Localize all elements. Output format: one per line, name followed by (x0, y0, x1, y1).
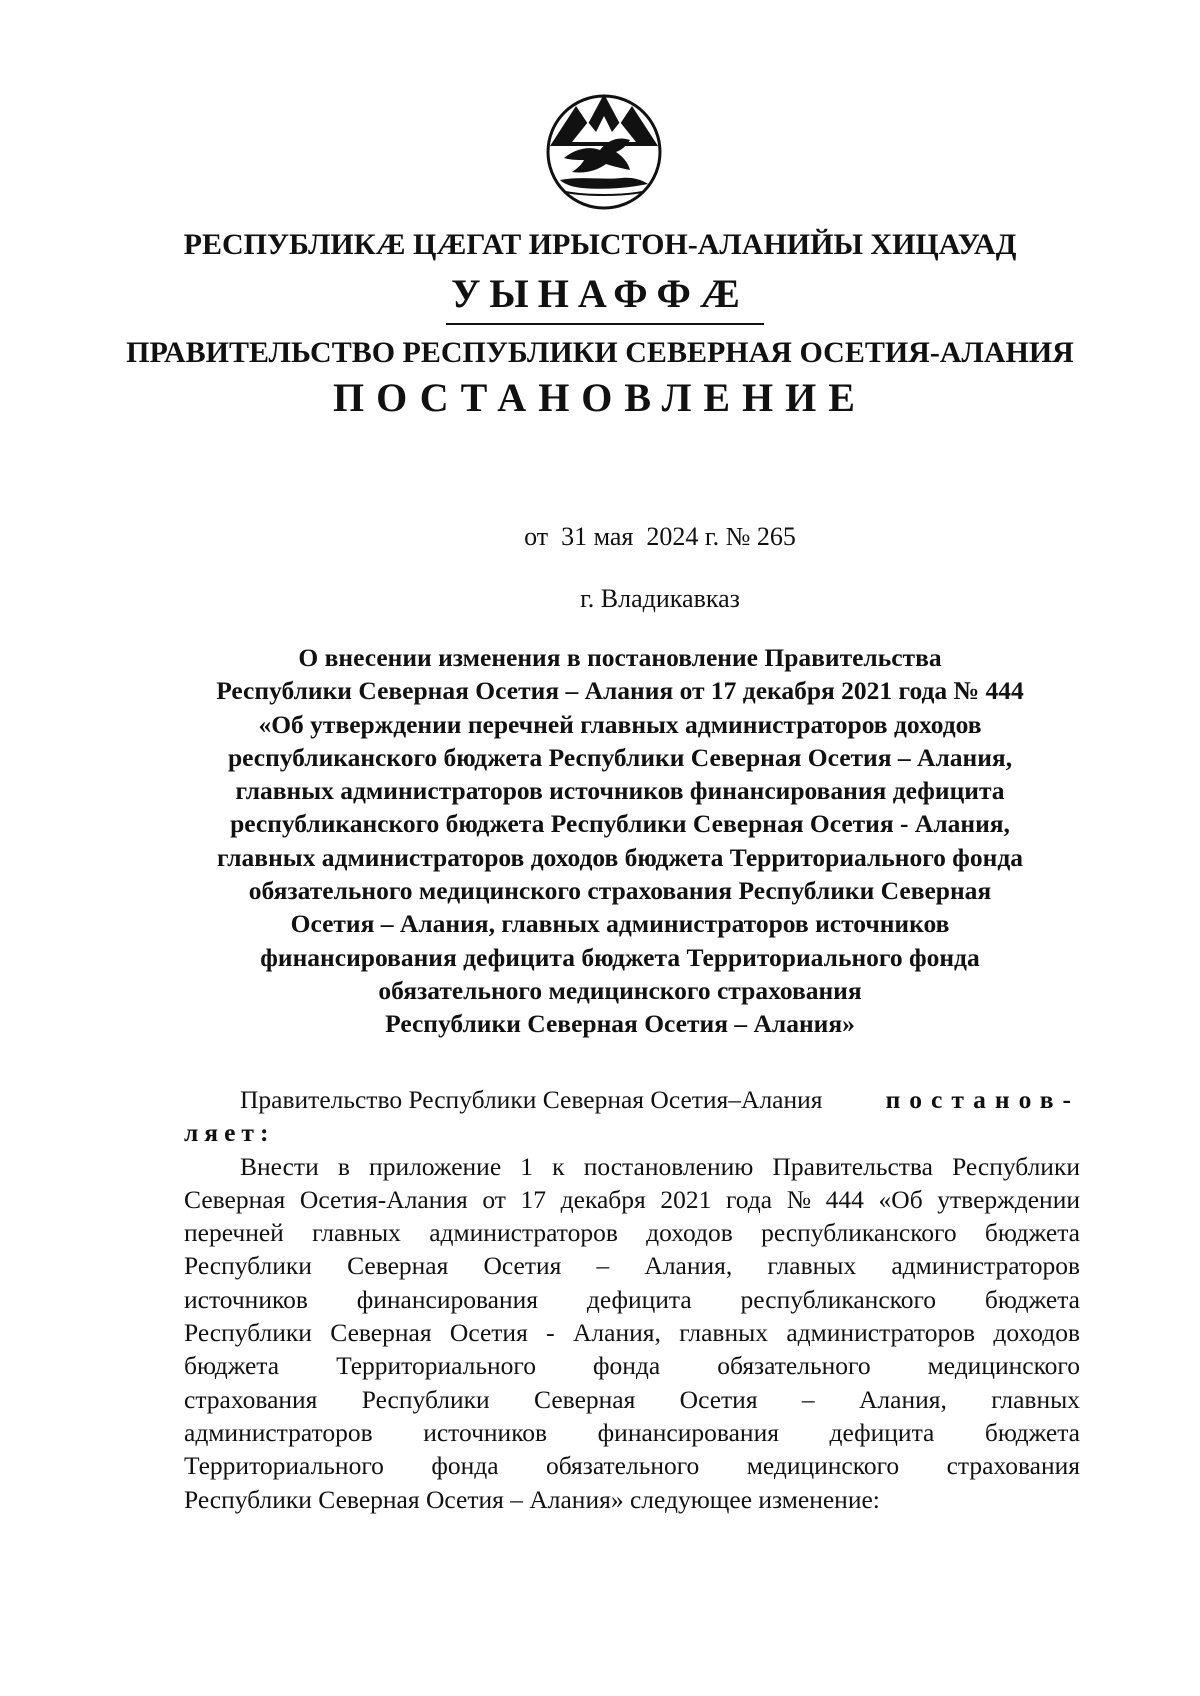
intro-paragraph (184, 1083, 1080, 1116)
decree-subject-title (150, 641, 1090, 1041)
body-line (184, 1449, 1080, 1482)
body-line-last (184, 1483, 1080, 1516)
intro-text: Правительство Республики Северная Осетия–Алания (240, 1085, 823, 1114)
title-line: Республики Северная Осетия – Алания от 17 декабря 2021 года № 444 (216, 676, 1024, 706)
title-line: «Об утверждении перечней главных администраторов доходов (258, 709, 982, 739)
body-line-text: страхования Республики Северная Осетия – Алания, главных (184, 1384, 1080, 1414)
body-line-text: администраторов источников финансирования дефицита бюджета (184, 1417, 1080, 1447)
body-line (184, 1283, 1080, 1316)
body-line-text: бюджета Территориального фонда обязательного медицинского (184, 1351, 1080, 1381)
body-line-text: Республики Северная Осетия – Алания, главных администраторов (184, 1251, 1080, 1281)
body-line (184, 1416, 1080, 1449)
body-line-text: Северная Осетия-Алания от 17 декабря 2021 года № 444 «Об утверждении (184, 1184, 1080, 1214)
title-line: обязательного медицинского страхования (378, 975, 862, 1005)
title-line: обязательного медицинского страхования Республики Северная (248, 876, 992, 906)
title-line: Осетия – Алания, главных администраторов источников (290, 909, 950, 939)
title-line: республиканского бюджета Республики Северная Осетия - Алания, (230, 809, 1010, 839)
body-line (184, 1249, 1080, 1282)
body-line (184, 1383, 1080, 1416)
body-line (184, 1216, 1080, 1249)
body-line-text: Республики Северная Осетия - Алания, главных администраторов доходов (184, 1318, 1080, 1348)
body-line-text: перечней главных администраторов доходов республиканского бюджета (184, 1218, 1080, 1248)
decree-body (184, 1083, 1080, 1516)
issue-city: г. Владикавказ (580, 584, 740, 613)
decree-keyword-part1: постанов- (885, 1085, 1080, 1114)
body-line-text: источников финансирования дефицита республиканского бюджета (184, 1284, 1080, 1314)
body-line (184, 1316, 1080, 1349)
government-name-russian: ПРАВИТЕЛЬСТВО РЕСПУБЛИКИ СЕВЕРНАЯ ОСЕТИЯ-АЛАНИЯ (126, 336, 1074, 369)
title-line: республиканского бюджета Республики Северная Осетия – Алания, (227, 742, 1013, 772)
title-line: главных администраторов доходов бюджета Территориального фонда (216, 842, 1024, 872)
government-name-ossetian: РЕСПУБЛИКÆ ЦÆГАТ ИРЫСТОН-АЛАНИЙЫ ХИЦАУАД (183, 228, 1017, 261)
body-line (184, 1150, 1080, 1183)
decree-keyword-part2: ляет: (184, 1118, 275, 1148)
body-line (184, 1349, 1080, 1382)
body-line-text: Территориального фонда обязательного медицинского страхования (184, 1451, 1080, 1481)
title-line: главных администраторов источников финансирования дефицита (235, 776, 1005, 806)
decree-title-ossetian: УЫНАФФÆ (451, 271, 749, 316)
title-line: О внесении изменения в постановление Правительства (298, 643, 942, 672)
body-line-text: Республики Северная Осетия – Алания» следующее изменение: (184, 1484, 880, 1514)
title-line: Республики Северная Осетия – Алания» (385, 1009, 855, 1039)
coat-of-arms-emblem (542, 88, 666, 212)
body-line-text: Внести в приложение 1 к постановлению Правительства Республики (240, 1151, 1080, 1181)
decree-date-number: от 31 мая 2024 г. № 265 (524, 522, 796, 551)
decree-title-russian: ПОСТАНОВЛЕНИЕ (333, 375, 867, 420)
title-line: финансирования дефицита бюджета Территориального фонда (260, 942, 980, 972)
header-divider (446, 323, 764, 325)
body-line (184, 1183, 1080, 1216)
